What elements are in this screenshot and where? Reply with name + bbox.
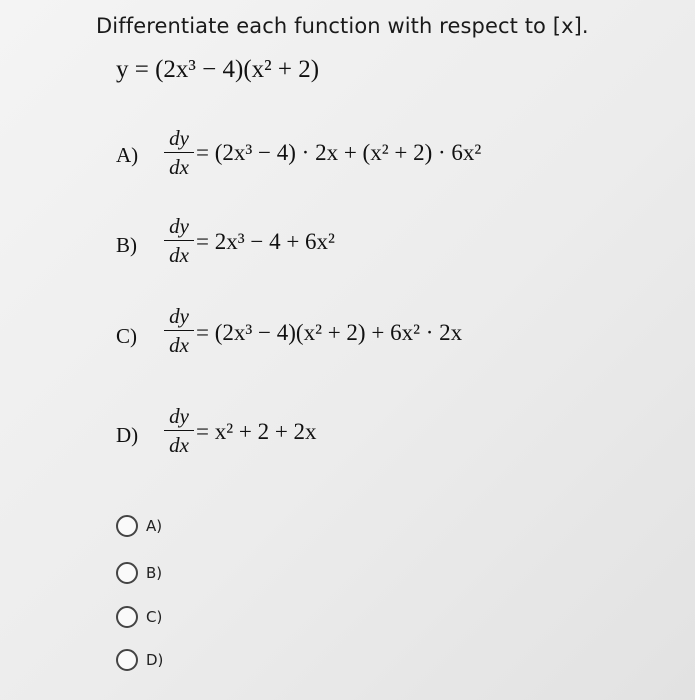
choice-c[interactable] [116,606,162,628]
option-c-derivative [164,304,194,357]
dy-numerator: dy [169,214,189,238]
option-b-label: B) [116,233,137,257]
question-prompt: Differentiate each function with respect to [x]. [96,14,589,38]
choice-b-label: B) [146,564,163,582]
option-c-expression: = (2x³ − 4)(x² + 2) + 6x² · 2x [196,320,463,345]
dy-numerator: dy [169,126,189,150]
fraction-bar [164,152,194,153]
radio-button-b[interactable] [116,562,138,584]
option-d-expression: = x² + 2 + 2x [196,419,317,444]
given-function: y = (2x³ − 4)(x² + 2) [116,56,320,83]
choice-b[interactable] [116,562,162,584]
radio-button-d[interactable] [116,649,138,671]
dy-numerator: dy [169,304,189,328]
option-a-label: A) [116,143,139,167]
option-a-expression: = (2x³ − 4) · 2x + (x² + 2) · 6x² [196,140,482,165]
radio-button-c[interactable] [116,606,138,628]
dx-denominator: dx [169,243,189,267]
fraction-bar [164,240,194,241]
radio-button-a[interactable] [116,515,138,537]
dx-denominator: dx [169,155,189,179]
choice-d[interactable] [116,649,163,671]
option-d-label: D) [116,423,139,447]
option-a-derivative [164,126,194,179]
dx-denominator: dx [169,333,189,357]
fraction-bar [164,330,194,331]
choice-d-label: D) [146,651,164,669]
option-d-derivative [164,404,194,457]
option-b-expression: = 2x³ − 4 + 6x² [196,229,335,254]
option-c-label: C) [116,324,137,348]
choice-a[interactable] [116,515,162,537]
choice-a-label: A) [146,517,163,535]
dy-numerator: dy [169,404,189,428]
choice-c-label: C) [146,608,163,626]
dx-denominator: dx [169,433,189,457]
option-b-derivative [164,214,194,267]
fraction-bar [164,430,194,431]
